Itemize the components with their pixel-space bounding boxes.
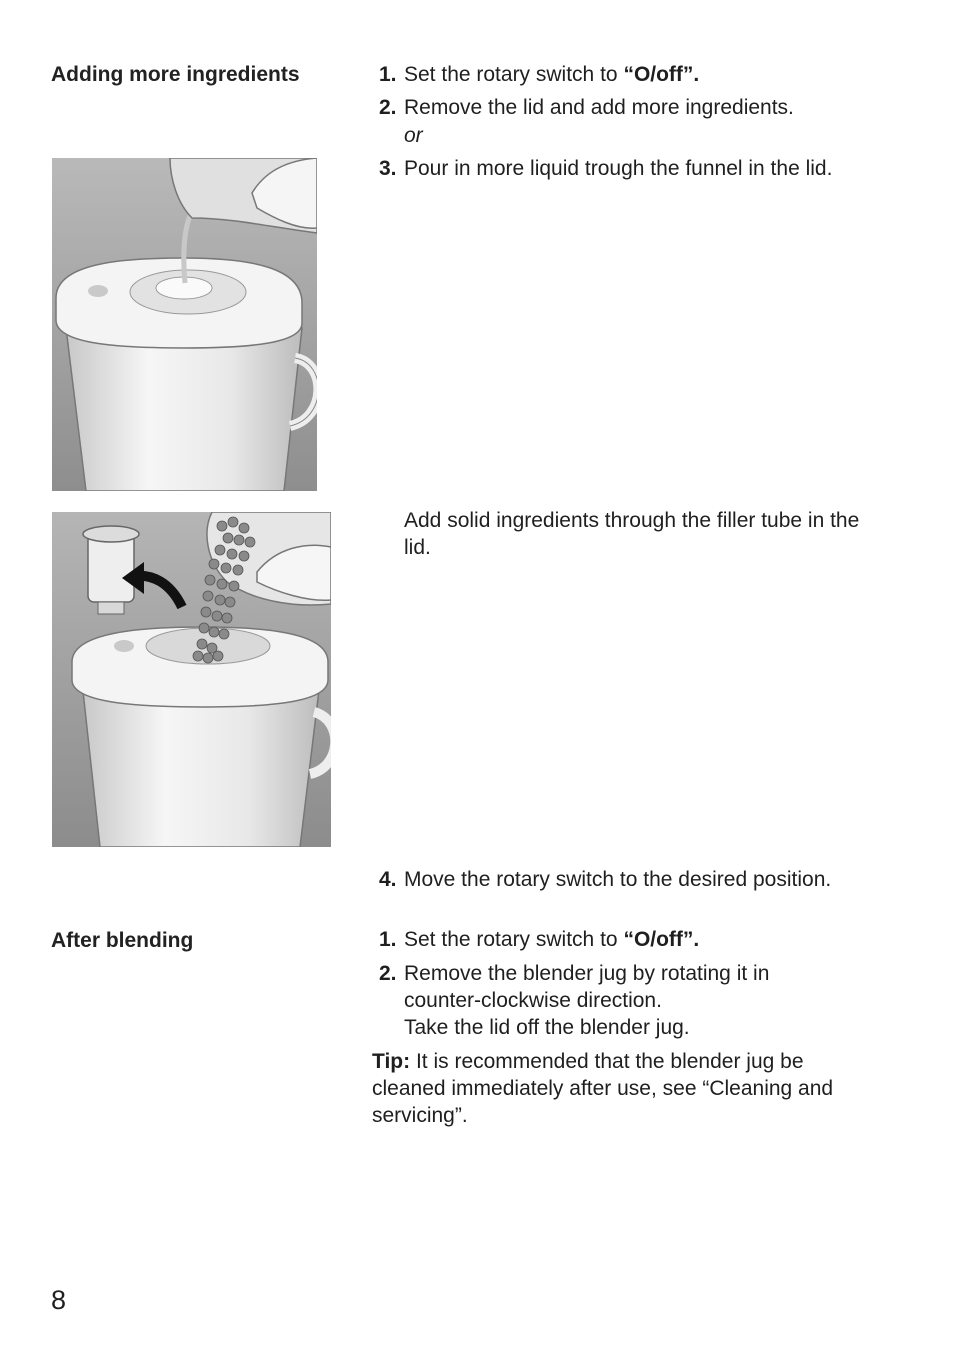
tip-label: Tip: <box>372 1050 411 1073</box>
step-text: Set the rotary switch to <box>404 928 624 951</box>
tip-line-1 <box>372 1048 892 1075</box>
tip-line-2: cleaned immediately after use, see “Cleaning and <box>372 1077 834 1100</box>
heading-after-blending: After blending <box>51 929 194 952</box>
after-step-2 <box>379 960 919 987</box>
step-number: 3. <box>379 157 397 180</box>
tip-line-3: servicing”. <box>372 1104 468 1127</box>
step-number: 1. <box>379 63 397 86</box>
step-text: Move the rotary switch to the desired position. <box>404 868 832 891</box>
adding-step-1 <box>379 61 919 88</box>
step-number: 1. <box>379 928 397 951</box>
step-bold: “O/off”. <box>623 63 700 86</box>
or-text: or <box>404 124 423 147</box>
after-step-2-line-3: Take the lid off the blender jug. <box>404 1016 690 1039</box>
adding-step-4 <box>379 866 919 893</box>
solid-ingredients-text <box>404 507 904 561</box>
after-step-2-line-2: counter-clockwise direction. <box>404 989 662 1012</box>
heading-adding-more-ingredients: Adding more ingredients <box>51 63 300 86</box>
step-number: 2. <box>379 96 397 119</box>
step-number: 4. <box>379 868 397 891</box>
tip-block <box>372 1048 892 1129</box>
step-text: Pour in more liquid trough the funnel in the lid. <box>404 157 833 180</box>
solid-line-2: lid. <box>404 536 431 559</box>
step-text-line-1: Remove the blender jug by rotating it in <box>404 962 770 985</box>
pour-liquid-illustration <box>52 158 317 491</box>
solid-ingredients-illustration <box>52 512 331 847</box>
tip-text-1: It is recommended that the blender jug be <box>410 1050 804 1073</box>
step-text: Remove the lid and add more ingredients. <box>404 96 794 119</box>
step-text: Set the rotary switch to <box>404 63 624 86</box>
adding-step-3 <box>379 155 919 182</box>
solid-line-1: Add solid ingredients through the filler tube in the <box>404 509 860 532</box>
adding-step-2 <box>379 94 919 121</box>
after-step-1 <box>379 926 919 953</box>
step-bold: “O/off”. <box>623 928 700 951</box>
page-number: 8 <box>51 1285 67 1315</box>
step-number: 2. <box>379 962 397 985</box>
